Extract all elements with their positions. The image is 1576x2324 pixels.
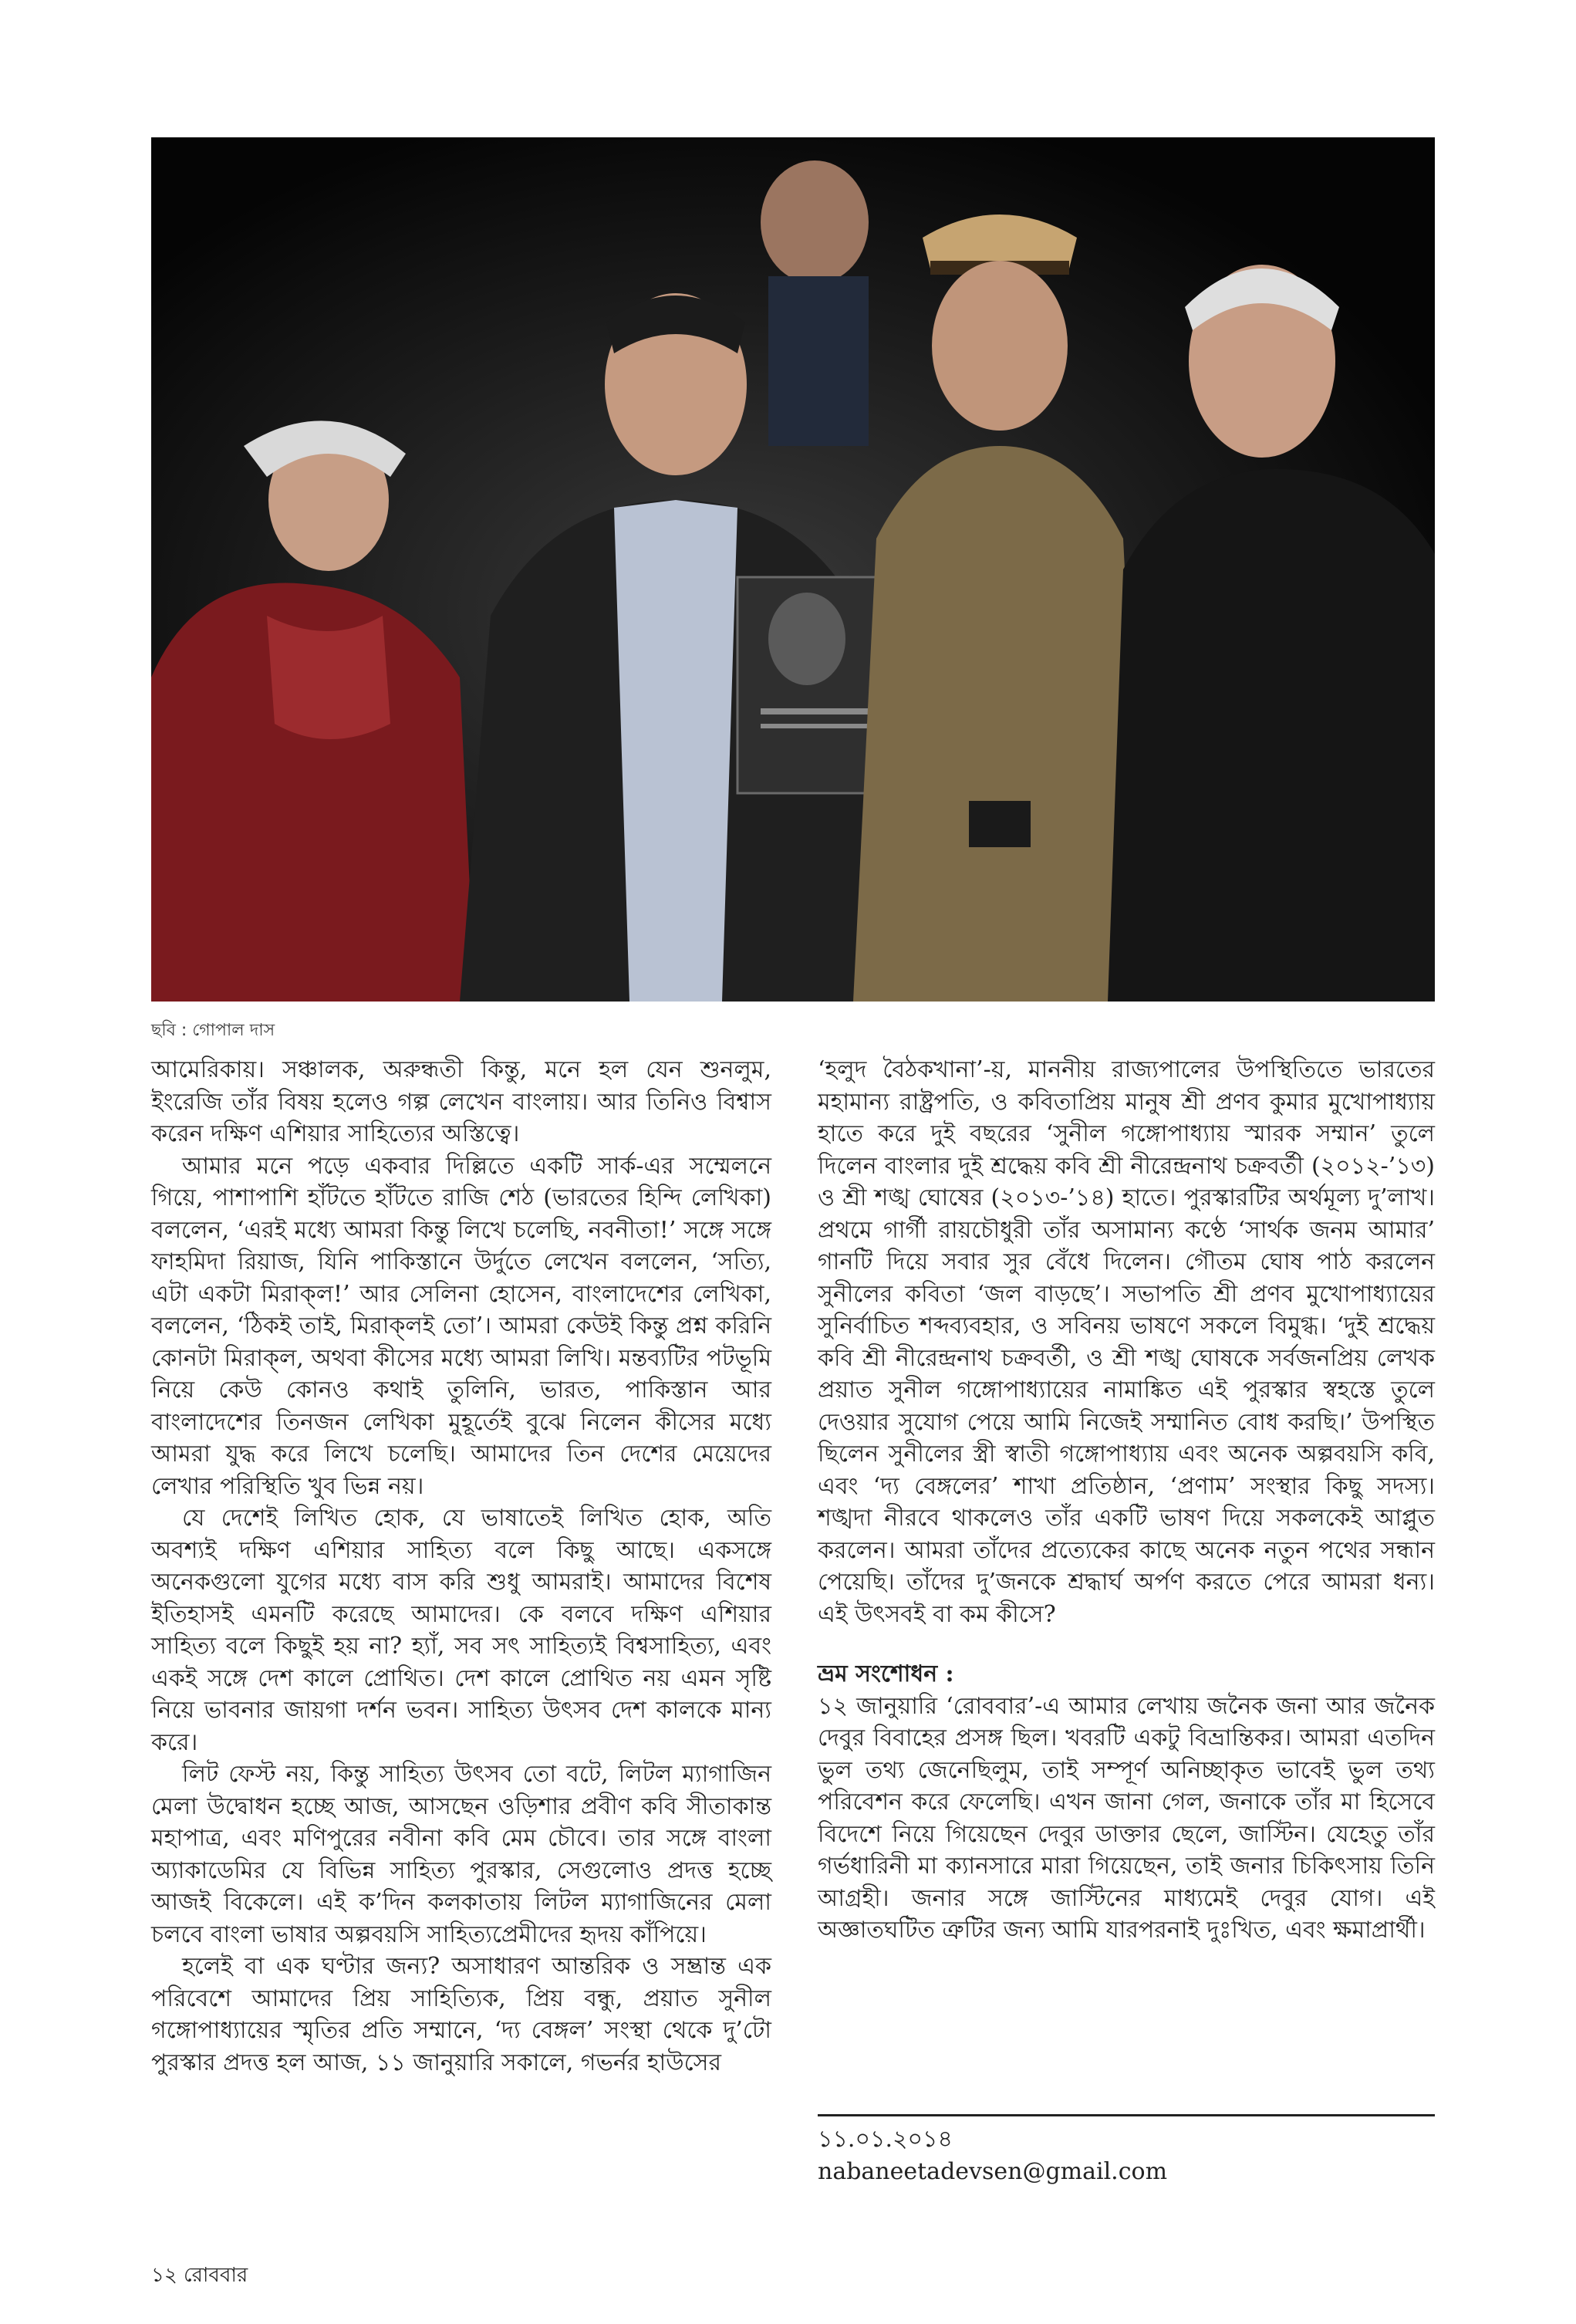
page-footer: ১২ রোববার <box>151 2264 248 2287</box>
paragraph: যে দেশেই লিখিত হোক, যে ভাষাতেই লিখিত হোক, অতি অবশ্যই দক্ষিণ এশিয়ার সাহিত্য বলে কিছু আছে। একসঙ্গে অনেকগুলো যুগের মধ্যে বাস করি শুধু আমরাই। আমাদের বিশেষ ইতিহাসই এমনটি করেছে আমাদের। কে বলবে দক্ষিণ এশিয়ার সাহিত্য বলে কিছুই হয় না? হ্যাঁ, সব সৎ সাহিত্যই বিশ্বসাহিত্য, এবং একই সঙ্গে দেশ কালে প্রোথিত। দেশ কালে প্রোথিত নয় এমন সৃষ্টি নিয়ে ভাবনার জায়গা দর্শন ভবন। সাহিত্য উৎসব দেশ কালকে মান্য করে। <box>151 1505 771 1756</box>
paragraph: আমার মনে পড়ে একবার দিল্লিতে একটি সার্ক-এর সম্মেলনে গিয়ে, পাশাপাশি হাঁটতে হাঁটতে রাজি শেঠ (ভারতের হিন্দি লেখিকা) বললেন, ‘এরই মধ্যে আমরা কিন্তু লিখে চলেছি, নবনীতা!’ সঙ্গে সঙ্গে ফাহমিদা রিয়াজ, যিনি পাকিস্তানে উর্দুতে লেখেন বললেন, ‘সত্যি, এটা একটা মিরাক্‌ল!’ আর সেলিনা হোসেন, বাংলাদেশের লেখিকা, বললেন, ‘ঠিকই তাই, মিরাক্‌লই তো’। আমরা কেউই কিন্তু প্রশ্ন করিনি কোনটা মিরাক্‌ল, অথবা কীসের মধ্যে আমরা লিখি। মন্তব্যটির পটভূমি নিয়ে কেউ কোনও কথাই তুলিনি, ভারত, পাকিস্তান আর বাংলাদেশের তিনজন লেখিকা মুহূর্তেই বুঝে নিলেন কীসের মধ্যে আমরা যুদ্ধ করে লিখে চলেছি। আমাদের তিন দেশের মেয়েদের লেখার পরিস্থিতি খুব ভিন্ন নয়। <box>151 1152 771 1500</box>
article-photo <box>151 137 1435 1002</box>
erratum-body: ১২ জানুয়ারি ‘রোববার’-এ আমার লেখায় জনৈক জনা আর জনৈক দেবুর বিবাহের প্রসঙ্গ ছিল। খবরটি একটু বিভ্রান্তিকর। আমরা এতদিন ভুল তথ্য জেনেছিলুম, তাই সম্পূর্ণ অনিচ্ছাকৃত ভাবেই ভুল তথ্য পরিবেশন করে ফেলেছি। এখন জানা গেল, জনাকে তাঁর মা হিসেবে বিদেশে নিয়ে গিয়েছেন দেবুর ডাক্তার ছেলে, জাস্টিন। যেহেতু তাঁর গর্ভধারিনী মা ক্যানসারে মারা গিয়েছেন, তাই জনার চিকিৎসায় তিনি আগ্রহী। জনার সঙ্গে জাস্টিনের মাধ্যমেই দেবুর যোগ। এই অজ্ঞাতঘটিত ত্রুটির জন্য আমি যারপরনাই দুঃখিত, এবং ক্ষমাপ্রার্থী। <box>818 1692 1435 1944</box>
article-column-right <box>818 1054 1435 1947</box>
paragraph: ‘হলুদ বৈঠকখানা’-য়, মাননীয় রাজ্যপালের উপস্থিতিতে ভারতের মহামান্য রাষ্ট্রপতি, ও কবিতাপ্রিয় মানুষ শ্রী প্রণব কুমার মুখোপাধ্যায় হাতে করে দুই বছরের ‘সুনীল গঙ্গোপাধ্যায় স্মারক সম্মান’ তুলে দিলেন বাংলার দুই শ্রদ্ধেয় কবি শ্রী নীরেন্দ্রনাথ চক্রবর্তী (২০১২-’১৩) ও শ্রী শঙ্খ ঘোষের (২০১৩-’১৪) হাতে। পুরস্কারটির অর্থমূল্য দু’লাখ। প্রথমে গার্গী রায়চৌধুরী তাঁর অসামান্য কণ্ঠে ‘সার্থক জনম আমার’ গানটি দিয়ে সবার সুর বেঁধে দিলেন। গৌতম ঘোষ পাঠ করলেন সুনীলের কবিতা ‘জল বাড়ছে’। সভাপতি শ্রী প্রণব মুখোপাধ্যায়ের সুনির্বাচিত শব্দব্যবহার, ও সবিনয় ভাষণে সকলে বিমুগ্ধ। ‘দুই শ্রদ্ধেয় কবি শ্রী নীরেন্দ্রনাথ চক্রবর্তী, ও শ্রী শঙ্খ ঘোষকে সর্বজনপ্রিয় লেখক প্রয়াত সুনীল গঙ্গোপাধ্যায়ের নামাঙ্কিত এই পুরস্কার স্বহস্তে তুলে দেওয়ার সুযোগ পেয়ে আমি নিজেই সম্মানিত বোধ করছি।’ উপস্থিত ছিলেন সুনীলের স্ত্রী স্বাতী গঙ্গোপাধ্যায় এবং অনেক অল্পবয়সি কবি, এবং ‘দ্য বেঙ্গলের’ শাখা প্রতিষ্ঠান, ‘প্রণাম’ সংস্থার কিছু সদস্য। শঙ্খদা নীরবে থাকলেও তাঁর একটি ভাষণ দিয়ে সকলকেই আপ্লুত করলেন। আমরা তাঁদের প্রত্যেকের কাছে অনেক নতুন পথের সন্ধান পেয়েছি। তাঁদের দু’জনকে শ্রদ্ধার্ঘ অর্পণ করতে পেরে আমরা ধন্য। এই উৎসবই বা কম কীসে? <box>818 1056 1435 1628</box>
photo-event-group-icon <box>151 137 1435 1002</box>
paragraph: আমেরিকায়। সঞ্চালক, অরুন্ধতী কিন্তু, মনে হল যেন শুনলুম, ইংরেজি তাঁর বিষয় হলেও গল্প লেখেন বাংলায়। আর তিনিও বিশ্বাস করেন দক্ষিণ এশিয়ার সাহিত্যের অস্তিত্বে। <box>151 1056 771 1147</box>
signature-block <box>818 2123 1435 2188</box>
erratum-heading: ভ্রম সংশোধন : <box>818 1660 954 1687</box>
author-email: nabaneetadevsen@gmail.com <box>818 2158 1168 2185</box>
paragraph: হলেই বা এক ঘণ্টার জন্য? অসাধারণ আন্তরিক ও সম্ভ্রান্ত এক পরিবেশে আমাদের প্রিয় সাহিত্যিক, প্রিয় বন্ধু, প্রয়াত সুনীল গঙ্গোপাধ্যায়ের স্মৃতির প্রতি সম্মানে, ‘দ্য বেঙ্গল’ সংস্থা থেকে দু’টো পুরস্কার প্রদত্ত হল আজ, ১১ জানুয়ারি সকালে, গভর্নর হাউসের <box>151 1953 771 2076</box>
photo-caption: ছবি : গোপাল দাস <box>151 1021 275 1040</box>
article-date: ১১.০১.২০১৪ <box>818 2126 953 2153</box>
paragraph: লিট ফেস্ট নয়, কিন্তু সাহিত্য উৎসব তো বটে, লিটল ম্যাগাজিন মেলা উদ্বোধন হচ্ছে আজ, আসছেন ওড়িশার প্রবীণ কবি সীতাকান্ত মহাপাত্র, এবং মণিপুরের নবীনা কবি মেম চৌবে। তার সঙ্গে বাংলা অ্যাকাডেমির যে বিভিন্ন সাহিত্য পুরস্কার, সেগুলোও প্রদত্ত হচ্ছে আজই বিকেলে। এই ক’দিন কলকাতায় লিটল ম্যাগাজিনের মেলা চলবে বাংলা ভাষার অল্পবয়সি সাহিত্যপ্রেমীদের হৃদয় কাঁপিয়ে। <box>151 1761 771 1948</box>
article-column-left <box>151 1054 771 2079</box>
signature-divider <box>818 2114 1435 2116</box>
